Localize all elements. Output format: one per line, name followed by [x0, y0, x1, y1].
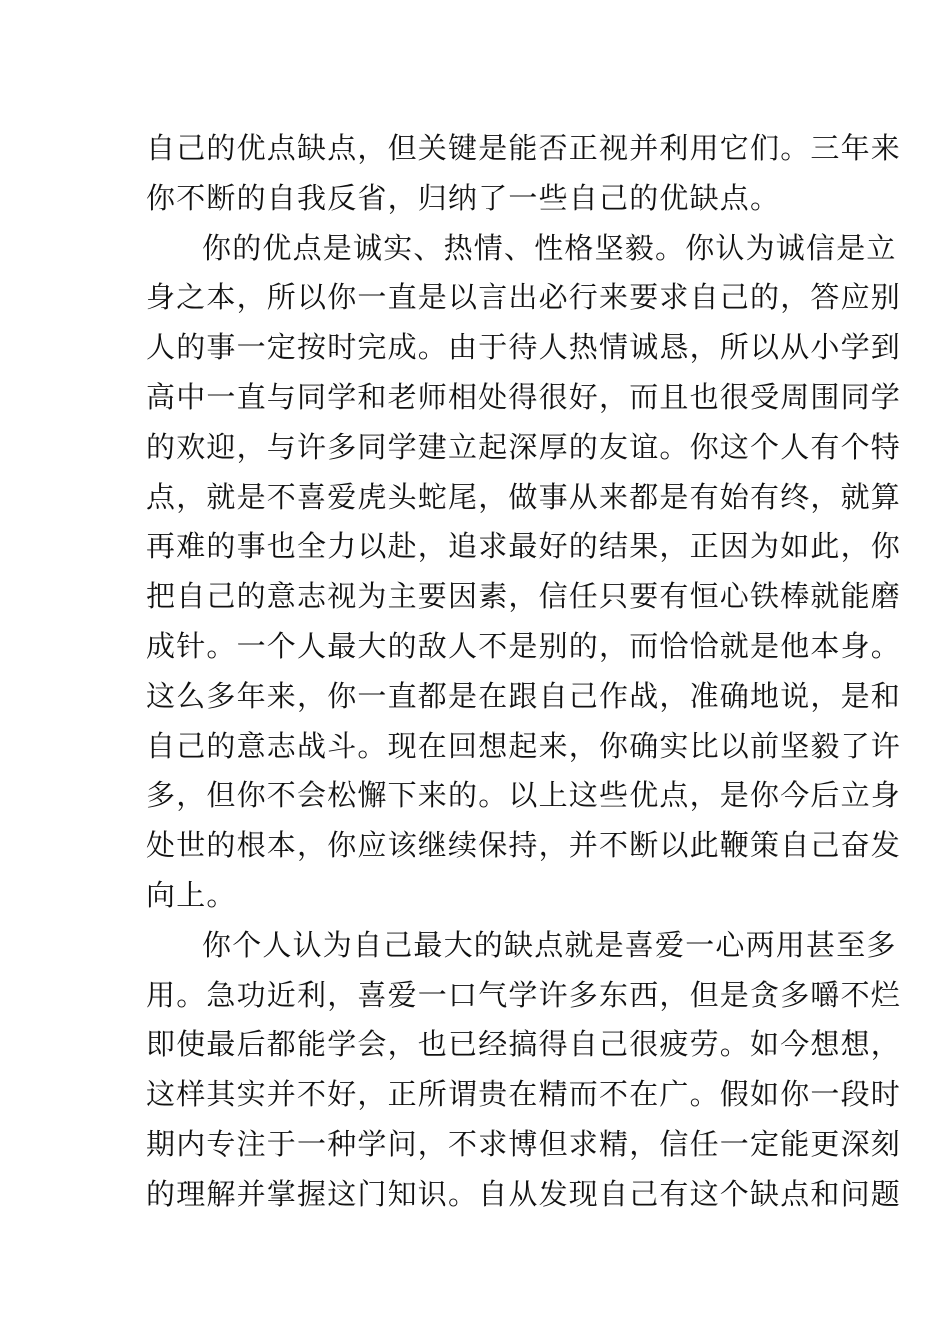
text-line: 的欢迎，与许多同学建立起深厚的友谊。你这个人有个特	[146, 429, 902, 464]
text-line: 多，但你不会松懈下来的。以上这些优点，是你今后立身	[146, 778, 902, 813]
text-line: 身之本，所以你一直是以言出必行来要求自己的，答应别	[146, 280, 902, 315]
text-line: 自己的意志战斗。现在回想起来，你确实比以前坚毅了许	[146, 728, 902, 763]
text-line: 即使最后都能学会，也已经搞得自己很疲劳。如今想想，	[146, 1027, 902, 1062]
text-line: 期内专注于一种学问，不求博但求精，信任一定能更深刻	[146, 1126, 902, 1161]
paragraph-start-line: 你的优点是诚实、热情、性格坚毅。你认为诚信是立	[202, 230, 897, 265]
text-line: 把自己的意志视为主要因素，信任只要有恒心铁棒就能磨	[146, 579, 902, 614]
paragraph-start-line: 你个人认为自己最大的缺点就是喜爱一心两用甚至多	[202, 927, 897, 962]
text-line: 这样其实并不好，正所谓贵在精而不在广。假如你一段时	[146, 1077, 902, 1112]
text-line: 你不断的自我反省，归纳了一些自己的优缺点。	[146, 180, 781, 215]
text-line: 人的事一定按时完成。由于待人热情诚恳，所以从小学到	[146, 330, 902, 365]
text-line: 自己的优点缺点，但关键是能否正视并利用它们。三年来	[146, 131, 902, 165]
text-line: 向上。	[146, 877, 237, 912]
document-body	[146, 124, 902, 1220]
text-line: 这么多年来，你一直都是在跟自己作战，准确地说，是和	[146, 678, 902, 713]
text-line: 成针。一个人最大的敌人不是别的，而恰恰就是他本身。	[146, 628, 902, 663]
text-line: 点，就是不喜爱虎头蛇尾，做事从来都是有始有终，就算	[146, 479, 902, 514]
text-line: 用。急功近利，喜爱一口气学许多东西，但是贪多嚼不烂	[146, 977, 902, 1012]
text-line: 处世的根本，你应该继续保持，并不断以此鞭策自己奋发	[146, 828, 902, 863]
text-line: 的理解并掌握这门知识。自从发现自己有这个缺点和问题	[146, 1176, 902, 1211]
text-line: 高中一直与同学和老师相处得很好，而且也很受周围同学	[146, 379, 902, 414]
text-line: 再难的事也全力以赴，追求最好的结果，正因为如此，你	[146, 529, 902, 564]
